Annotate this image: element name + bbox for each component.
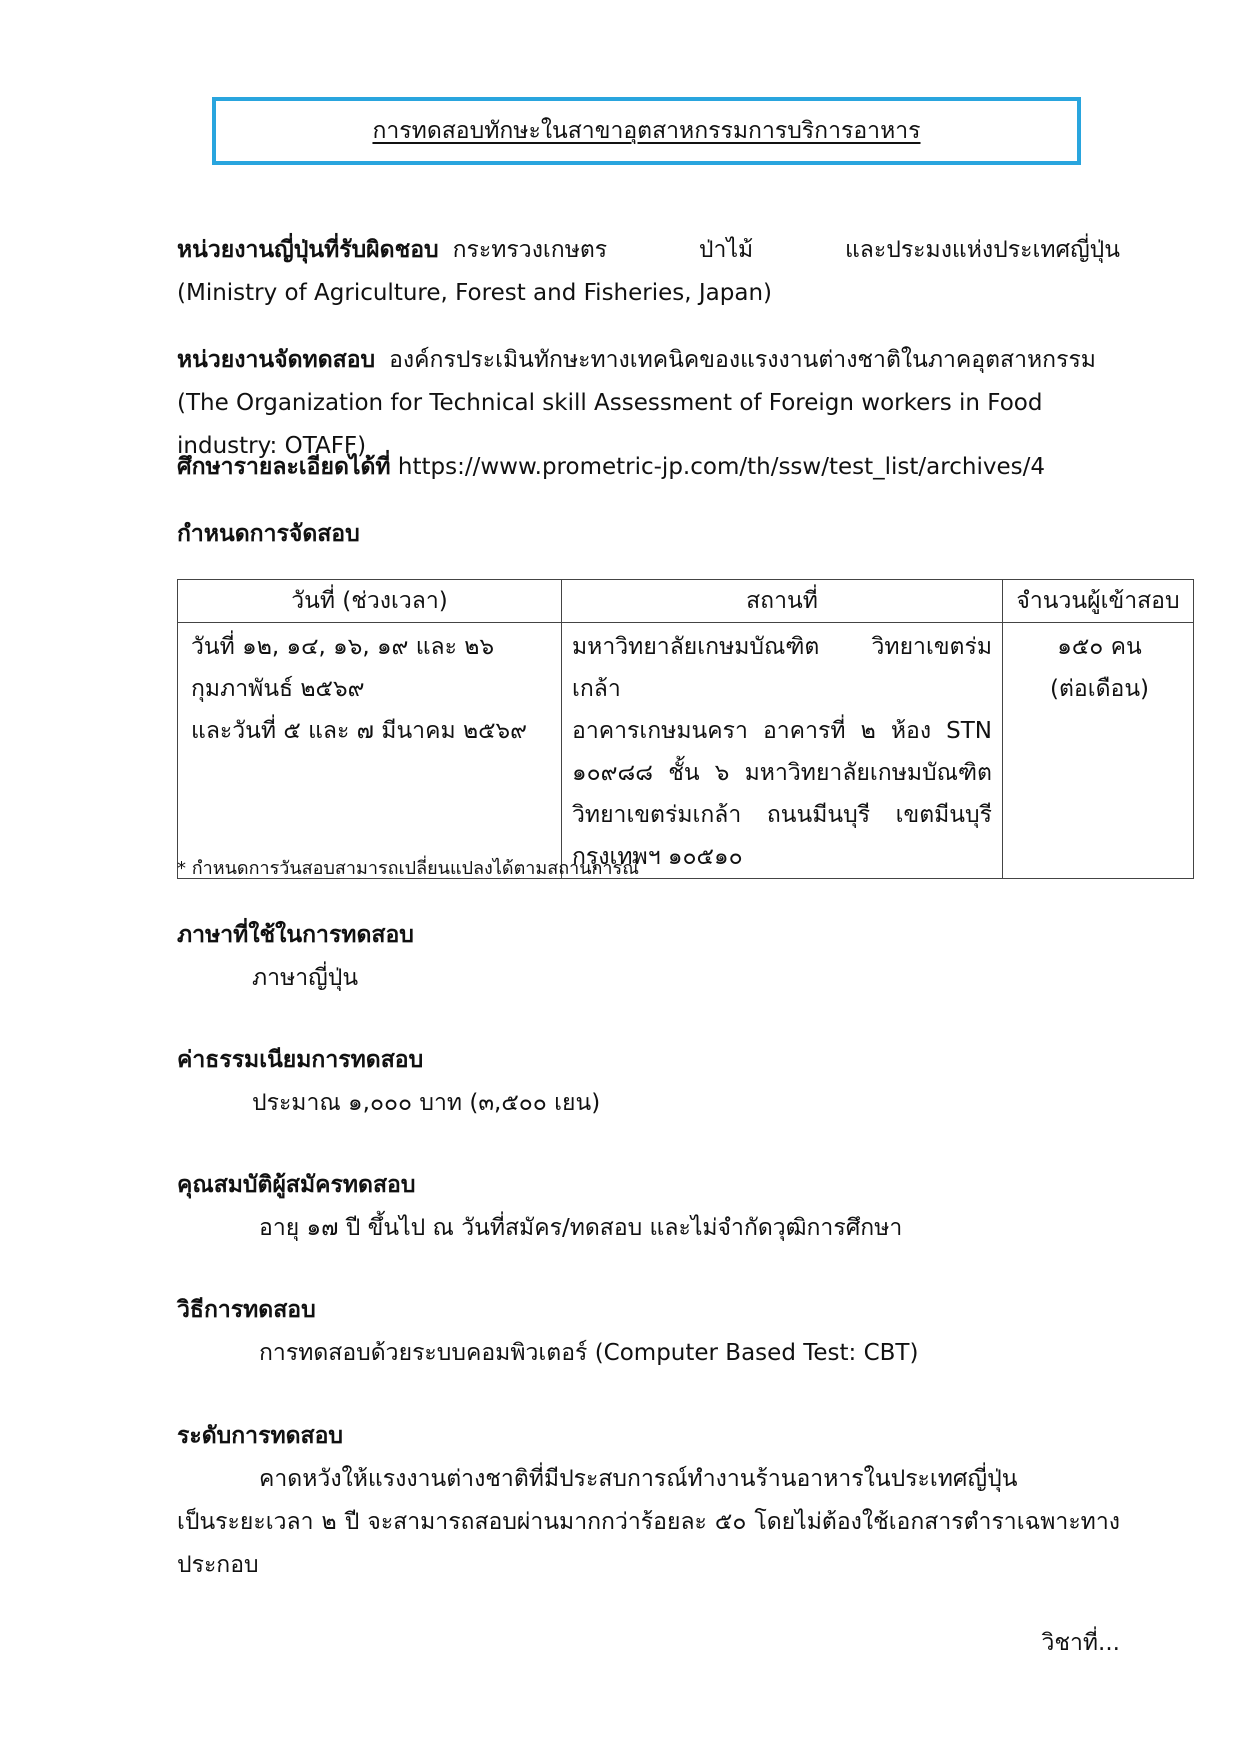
title-box xyxy=(212,97,1081,165)
column-header-venue: สถานที่ xyxy=(562,580,1003,623)
language-heading: ภาษาที่ใช้ในการทดสอบ xyxy=(177,922,414,948)
schedule-heading: กำหนดการจัดสอบ xyxy=(177,521,360,547)
capacity-line: (ต่อเดือน) xyxy=(1049,676,1150,702)
fee-value: ประมาณ ๑,๐๐๐ บาท (๓,๕๐๐ เยน) xyxy=(252,1090,601,1116)
organizer-value-en: (The Organization for Technical skill Assessment of Foreign workers in Food industry: OTAFF) xyxy=(177,390,1043,459)
level-paragraph-line: เป็นระยะเวลา ๒ ปี จะสามารถสอบผ่านมากกว่าร้อยละ ๕๐ โดยไม่ต้องใช้เอกสารตำราเฉพาะทางประกอบ xyxy=(177,1509,1120,1578)
level-paragraph-line: คาดหวังให้แรงงานต่างชาติที่มีประสบการณ์ทำงานร้านอาหารในประเทศญี่ปุ่น xyxy=(259,1466,1018,1492)
level-section xyxy=(177,1415,1120,1587)
qualification-value: อายุ ๑๗ ปี ขึ้นไป ณ วันที่สมัคร/ทดสอบ และไม่จำกัดวุฒิการศึกษา xyxy=(259,1215,903,1241)
responsible-agency-value-en: (Ministry of Agriculture, Forest and Fisheries, Japan) xyxy=(177,280,773,306)
venue-cell xyxy=(562,623,1003,879)
venue-line: อาคารเกษมนครา อาคารที่ ๒ ห้อง STN xyxy=(572,718,992,744)
qualification-section xyxy=(177,1164,1120,1250)
date-line: วันที่ ๑๒, ๑๔, ๑๖, ๑๙ และ ๒๖ xyxy=(191,634,495,660)
language-section xyxy=(177,914,1120,1000)
organizer-value-th: องค์กรประเมินทักษะทางเทคนิคของแรงงานต่างชาติในภาคอุตสาหกรรม xyxy=(389,347,1096,373)
organizer-line xyxy=(177,339,1120,382)
details-label: ศึกษารายละเอียดได้ที่ xyxy=(177,454,391,480)
details-url: https://www.prometric-jp.com/th/ssw/test_list/archives/4 xyxy=(397,454,1045,480)
schedule-note: * กำหนดการวันสอบสามารถเปลี่ยนแปลงได้ตามสถานการณ์ xyxy=(177,858,639,879)
date-line: กุมภาพันธ์ ๒๕๖๙ xyxy=(191,676,365,702)
date-cell xyxy=(178,623,562,879)
fee-heading: ค่าธรรมเนียมการทดสอบ xyxy=(177,1047,424,1073)
column-header-date: วันที่ (ช่วงเวลา) xyxy=(178,580,562,623)
method-value: การทดสอบด้วยระบบคอมพิวเตอร์ (Computer Based Test: CBT) xyxy=(259,1340,919,1366)
responsible-agency-label: หน่วยงานญี่ปุ่นที่รับผิดชอบ xyxy=(177,237,439,263)
schedule-table xyxy=(177,579,1194,879)
continuation-footer: วิชาที่... xyxy=(1041,1630,1120,1656)
language-value: ภาษาญี่ปุ่น xyxy=(252,965,359,991)
method-heading: วิธีการทดสอบ xyxy=(177,1297,316,1323)
method-section xyxy=(177,1289,1120,1375)
page-title: การทดสอบทักษะในสาขาอุตสาหกรรมการบริการอาหาร xyxy=(372,118,921,144)
venue-line: วิทยาเขตร่มเกล้า ถนนมีนบุรี เขตมีนบุรี xyxy=(572,802,992,828)
table-header-row xyxy=(178,580,1194,623)
organizer-label: หน่วยงานจัดทดสอบ xyxy=(177,347,376,373)
details-section xyxy=(177,446,1120,489)
venue-line: กรุงเทพฯ ๑๐๕๑๐ xyxy=(572,844,743,870)
capacity-cell xyxy=(1003,623,1194,879)
qualification-heading: คุณสมบัติผู้สมัครทดสอบ xyxy=(177,1172,416,1198)
date-line: และวันที่ ๕ และ ๗ มีนาคม ๒๕๖๙ xyxy=(191,718,527,744)
venue-line: มหาวิทยาลัยเกษมบัณฑิต วิทยาเขตร่มเกล้า xyxy=(572,634,992,702)
column-header-capacity: จำนวนผู้เข้าสอบ xyxy=(1003,580,1194,623)
table-row xyxy=(178,623,1194,879)
schedule-section xyxy=(177,513,1120,556)
responsible-agency-line xyxy=(177,229,1120,272)
venue-line: ๑๐๙๘๘ ชั้น ๖ มหาวิทยาลัยเกษมบัณฑิต xyxy=(572,760,992,786)
level-heading: ระดับการทดสอบ xyxy=(177,1423,343,1449)
responsible-agency-value-th: กระทรวงเกษตร ป่าไม้ และประมงแห่งประเทศญี่ปุ่น xyxy=(452,237,1120,263)
responsible-agency-section xyxy=(177,229,1120,315)
fee-section xyxy=(177,1039,1120,1125)
capacity-line: ๑๕๐ คน xyxy=(1057,634,1142,660)
